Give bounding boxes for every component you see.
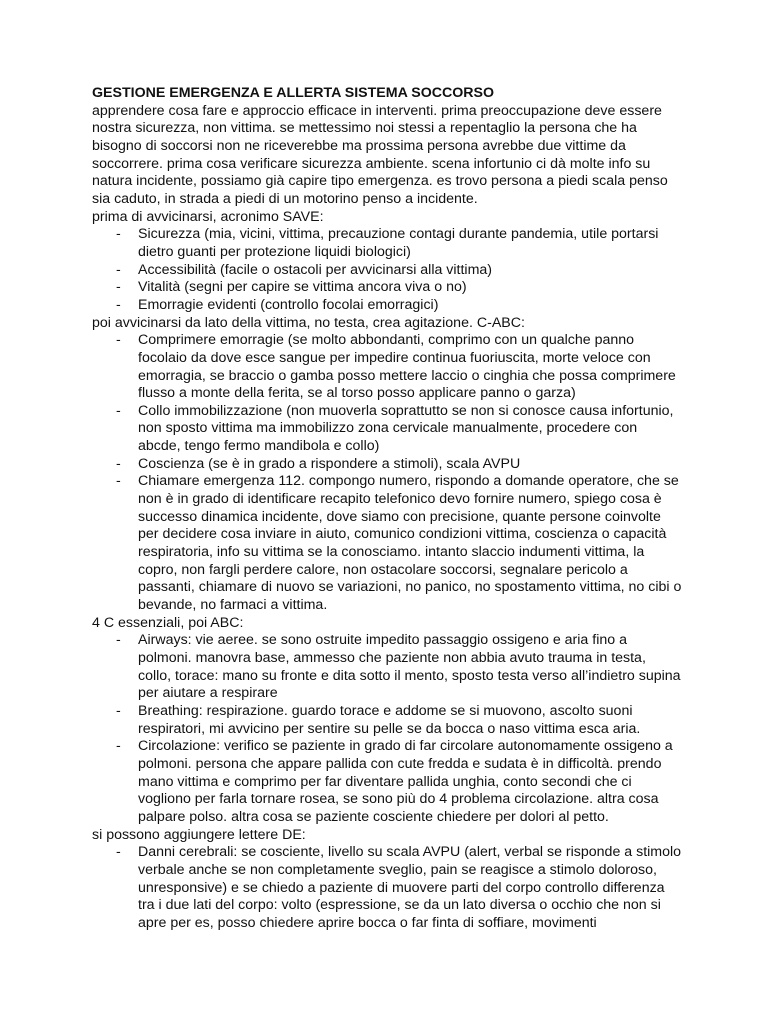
cabc-list	[92, 332, 682, 615]
save-list	[92, 226, 682, 314]
section-heading-abc: 4 C essenziali, poi ABC:	[92, 614, 244, 631]
bullet-dash: -	[116, 296, 121, 313]
list-item: - Comprimere emorragie (se molto abbondanti, comprimo con un qualche panno focolaio da dove esce sangue per impedire continua fuoriuscita, morte veloce con emorragia, se braccio o gamba posso mettere laccio o cinghia che possa comprimere flusso a monte della ferita, se al torso posso applicare panno o garza)	[116, 332, 676, 402]
bullet-dash: -	[116, 844, 121, 861]
bullet-dash: -	[116, 279, 121, 296]
bullet-dash: -	[116, 402, 121, 419]
list-item: - Collo immobilizzazione (non muoverla soprattutto se non si conosce causa infortunio, non sposto vittima ma immobilizzo zona cervicale manualmente, procedere con abcde, tengo fermo mandibola e collo)	[116, 402, 674, 455]
bullet-dash: -	[116, 632, 121, 649]
bullet-dash: -	[116, 702, 121, 719]
bullet-dash: -	[116, 226, 121, 243]
bullet-dash: -	[116, 332, 121, 349]
list-item: - Breathing: respirazione. guardo torace e addome se si muovono, ascolto suoni respiratori, mi avvicino per sentire su pelle se da bocca o naso vittima esca aria.	[116, 702, 641, 737]
section-heading-de: si possono aggiungere lettere DE:	[92, 826, 306, 843]
section-heading-save: prima di avvicinarsi, acronimo SAVE:	[92, 208, 324, 225]
document-title: GESTIONE EMERGENZA E ALLERTA SISTEMA SOCCORSO	[92, 85, 494, 101]
list-item: - Circolazione: verifico se paziente in grado di far circolare autonomamente ossigeno a polmoni. persona che appare pallida con cute fredda e sudata è in difficoltà. prendo mano vittima e comprimo per far diventare pallida unghia, conto secondi che ci vogliono per farla tornare rosea, se sono più do 4 problema circolazione. altra cosa palpare polso. altra cosa se paziente cosciente chiedere per dolori al petto.	[116, 738, 673, 825]
list-item: - Accessibilità (facile o ostacoli per avvicinarsi alla vittima)	[116, 261, 493, 278]
intro-paragraph: apprendere cosa fare e approccio efficace in interventi. prima preoccupazione deve essere nostra sicurezza, non vittima. se mettessimo noi stessi a repentaglio la persona che ha bisogno di soccorsi non ne riceverebbe ma prossima persona avrebbe due vittime da soccorrere. prima cosa verificare sicurezza ambiente. scena infortunio ci dà molte info su natura incidente, possiamo già capire tipo emergenza. es trovo persona a piedi scala penso sia caduto, in strada a piedi di un motorino penso a incidente.	[92, 102, 668, 207]
bullet-dash: -	[116, 738, 121, 755]
list-item: - Airways: vie aeree. se sono ostruite impedito passaggio ossigeno e aria fino a polmoni. manovra base, ammesso che paziente non abbia avuto trauma in testa, collo, torace: mano su fronte e dita sotto il mento, sposto testa verso all’indietro supina per aiutare a respirare	[116, 632, 681, 702]
bullet-dash: -	[116, 455, 121, 472]
list-item: - Danni cerebrali: se cosciente, livello su scala AVPU (alert, verbal se risponde a stimolo verbale anche se non completamente sveglio, pain se reagisce a stimolo doloroso, unresponsive) e se chiedo a paziente di muovere parti del corpo controllo differenza tra i due lati del corpo: volto (espressione, se da un lato diversa o occhio che non si apre per es, posso chiedere aprire bocca o far finta di soffiare, movimenti	[116, 844, 682, 931]
list-item: - Chiamare emergenza 112. compongo numero, rispondo a domande operatore, che se non è in grado di identificare recapito telefonico devo fornire numero, spiego cosa è successo dinamica incidente, dove siamo con precisione, quante persone coinvolte per decidere cosa inviare in aiuto, comunico condizioni vittima, coscienza o capacità respiratoria, info su vittima se la conosciamo. intanto slaccio indumenti vittima, la copro, non fargli perdere calore, non ostacolare soccorsi, segnalare pericolo a passanti, chiamare di nuovo se variazioni, no panico, no spostamento vittima, no cibi o bevande, no farmaci a vittima.	[116, 473, 682, 614]
list-item: - Vitalità (segni per capire se vittima ancora viva o no)	[116, 279, 467, 296]
list-item: - Coscienza (se è in grado a rispondere a stimoli), scala AVPU	[116, 455, 521, 472]
list-item: - Sicurezza (mia, vicini, vittima, precauzione contagi durante pandemia, utile portarsi dietro guanti per protezione liquidi biologici)	[116, 226, 659, 260]
bullet-dash: -	[116, 261, 121, 278]
de-list	[92, 844, 682, 932]
bullet-dash: -	[116, 473, 121, 490]
document-page	[92, 85, 682, 933]
abc-list	[92, 632, 682, 826]
section-heading-cabc: poi avvicinarsi da lato della vittima, no testa, crea agitazione. C-ABC:	[92, 314, 525, 331]
list-item: - Emorragie evidenti (controllo focolai emorragici)	[116, 296, 439, 313]
